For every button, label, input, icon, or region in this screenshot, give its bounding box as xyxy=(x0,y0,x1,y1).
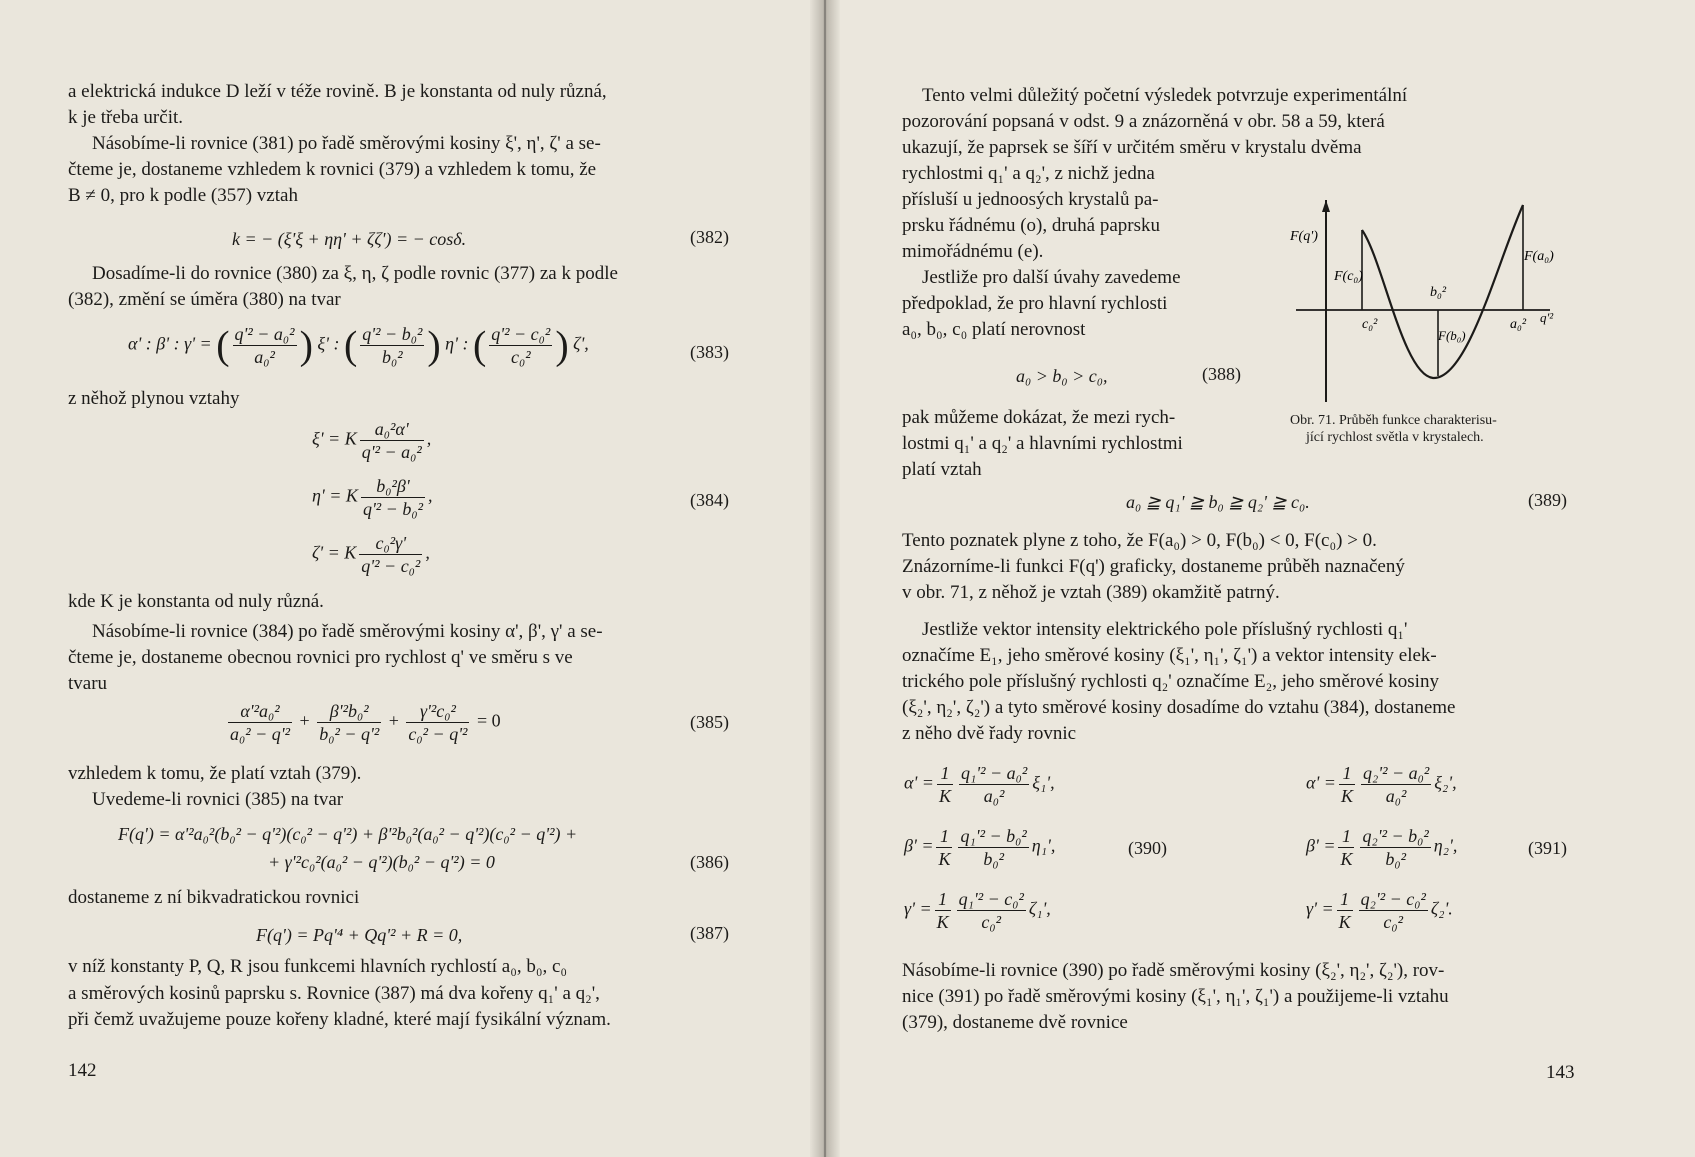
right-line-12: lostmi q₁' a q₂' a hlavními rychlostmi xyxy=(902,433,1183,454)
right-line-24: (379), dostaneme dvě rovnice xyxy=(902,1012,1128,1033)
right-line-23: nice (391) po řadě směrovými kosiny (ξ₁', η₁', ζ₁') a použijeme-li vztahu xyxy=(902,986,1449,1007)
equation-387: F(q') = Pq'⁴ + Qq'² + R = 0, xyxy=(256,925,463,945)
equation-382: k = − (ξ'ξ + ηη' + ζζ') = − cosδ. xyxy=(232,229,467,249)
page-number-right: 143 xyxy=(1546,1062,1575,1083)
eqnum-387: (387) xyxy=(690,923,729,943)
equation-384-xi: ξ' = K $\frac{\text{a₀²α'}}{\text{q'² − a₀²}}$ , xyxy=(312,419,432,462)
label-b0: b₀² xyxy=(1430,285,1447,300)
right-line-15: Znázorníme-li funkci F(q') graficky, dostaneme průběh naznačený xyxy=(902,556,1405,577)
label-fq: F(q') xyxy=(1290,229,1318,244)
left-line-1: a elektrická indukce D leží v téže rovině. B je konstanta od nuly různá, xyxy=(68,81,607,102)
left-line-18: při čemž uvažujeme pouze kořeny kladné, které mají fysikální význam. xyxy=(68,1009,611,1030)
eqnum-391: (391) xyxy=(1528,838,1567,858)
right-line-21: z něho dvě řady rovnic xyxy=(902,723,1077,744)
right-line-4: rychlostmi q₁' a q₂', z nichž jedna xyxy=(902,163,1155,184)
equation-390-beta: β' = $\frac{1}{K}$ $\frac{\text{q₁'² − b₀²}}{\text{b₀²}}$ η₁', xyxy=(904,826,1056,869)
label-c0: c₀² xyxy=(1362,317,1378,332)
right-line-18: označíme E₁, jeho směrové kosiny (ξ₁', η₁', ζ₁') a vektor intensity elek- xyxy=(902,645,1437,666)
equation-391-gamma: γ' = $\frac{1}{K}$ $\frac{\text{q₂'² − c₀²}}{\text{c₀²}}$ ζ₂'. xyxy=(1306,889,1453,932)
right-line-8: Jestliže pro další úvahy zavedeme xyxy=(922,267,1181,288)
left-line-13: vzhledem k tomu, že platí vztah (379). xyxy=(68,763,362,784)
equation-391-beta: β' = $\frac{1}{K}$ $\frac{\text{q₂'² − b₀²}}{\text{b₀²}}$ η₂', xyxy=(1306,826,1458,869)
left-line-4: čteme je, dostaneme vzhledem k rovnici (379) a vzhledem k tomu, že xyxy=(68,159,597,180)
eqnum-386: (386) xyxy=(690,852,729,872)
left-line-12: tvaru xyxy=(68,673,108,694)
right-line-7: mimořádnému (e). xyxy=(902,241,1044,262)
figure-caption-line2: jící rychlost světla v krystalech. xyxy=(1306,430,1484,445)
right-line-3: ukazují, že paprsek se šíří v určitém směru v krystalu dvěma xyxy=(902,137,1362,158)
label-q: q'² xyxy=(1540,310,1554,325)
label-fa: F(a₀) xyxy=(1524,249,1554,264)
right-line-9: předpoklad, že pro hlavní rychlosti xyxy=(902,293,1168,314)
left-line-7: (382), změní se úměra (380) na tvar xyxy=(68,289,341,310)
right-line-5: přísluší u jednoosých krystalů pa- xyxy=(902,189,1159,210)
left-line-9: kde K je konstanta od nuly různá. xyxy=(68,591,324,612)
y-axis-arrow xyxy=(1322,200,1330,212)
left-line-10: Násobíme-li rovnice (384) po řadě směrovými kosiny α', β', γ' a se- xyxy=(92,621,603,642)
label-a0: a₀² xyxy=(1510,317,1527,332)
left-line-14: Uvedeme-li rovnici (385) na tvar xyxy=(92,789,344,810)
right-line-17: Jestliže vektor intensity elektrického pole příslušný rychlosti q₁' xyxy=(922,619,1408,640)
equation-385: $\frac{\text{α'²a₀²}}{\text{a₀² − q'²}}$ + $\frac{\text{β'²b₀²}}{\text{b₀² − q'²}}$ + $\frac{\text{γ'²c₀²}}{\text{c₀² − q'²}}$ = 0 xyxy=(230,701,501,744)
equation-386-line2: + γ'²c₀²(a₀² − q'²)(b₀² − q'²) = 0 xyxy=(268,852,495,872)
right-line-13: platí vztah xyxy=(902,459,982,480)
equation-384-zeta: ζ' = K $\frac{\text{c₀²γ'}}{\text{q'² − c₀²}}$ , xyxy=(312,533,430,576)
equation-391-alpha: α' = $\frac{1}{K}$ $\frac{\text{q₂'² − a₀²}}{\text{a₀²}}$ ξ₂', xyxy=(1306,763,1457,806)
equation-386-line1: F(q') = α'²a₀²(b₀² − q'²)(c₀² − q'²) + β'²b₀²(a₀² − q'²)(c₀² − q'²) + xyxy=(118,824,578,844)
right-line-1: Tento velmi důležitý početní výsledek potvrzuje experimentální xyxy=(922,85,1408,106)
right-line-2: pozorování popsaná v odst. 9 a znázorněná v obr. 58 a 59, která xyxy=(902,111,1385,132)
left-line-16: v níž konstanty P, Q, R jsou funkcemi hlavních rychlostí a₀, b₀, c₀ xyxy=(68,956,568,977)
equation-383: α' : β' : γ' = ( $\frac{\text{q'² − a₀²}}{\text{a₀²}}$ ) ξ' : ( $\frac{\text{q'² − b₀²}}{\text{b₀²}}$ ) η' : ( $\frac{\text{q'² − c₀²}}{\text{c₀²}}$ ) ζ', xyxy=(128,322,589,368)
left-line-8: z něhož plynou vztahy xyxy=(68,388,240,409)
eqnum-383: (383) xyxy=(690,342,729,362)
left-line-6: Dosadíme-li do rovnice (380) za ξ, η, ζ podle rovnic (377) za k podle xyxy=(92,263,618,284)
right-line-19: trického pole příslušný rychlosti q₂' označíme E₂, jeho směrové kosiny xyxy=(902,671,1439,692)
right-line-11: pak můžeme dokázat, že mezi rych- xyxy=(902,407,1176,428)
right-line-6: prsku řádnému (o), druhá paprsku xyxy=(902,215,1161,236)
figure-71-graph xyxy=(1288,200,1568,410)
right-line-20: (ξ₂', η₂', ζ₂') a tyto směrové kosiny dosadíme do vztahu (384), dostaneme xyxy=(902,697,1456,718)
equation-389: a₀ ≧ q₁' ≧ b₀ ≧ q₂' ≧ c₀. xyxy=(1126,492,1310,512)
label-fc: F(c₀) xyxy=(1334,269,1363,284)
page-number-left: 142 xyxy=(68,1060,97,1081)
eqnum-385: (385) xyxy=(690,712,729,732)
eqnum-390: (390) xyxy=(1128,838,1167,858)
equation-390-alpha: α' = $\frac{1}{K}$ $\frac{\text{q₁'² − a₀²}}{\text{a₀²}}$ ξ₁', xyxy=(904,763,1055,806)
left-line-5: B ≠ 0, pro k podle (357) vztah xyxy=(68,185,298,206)
figure-caption-line1: Obr. 71. Průběh funkce charakterisu- xyxy=(1290,413,1497,428)
book-gutter xyxy=(810,0,840,1157)
right-line-16: v obr. 71, z něhož je vztah (389) okamžitě patrný. xyxy=(902,582,1280,603)
equation-390-gamma: γ' = $\frac{1}{K}$ $\frac{\text{q₁'² − c₀²}}{\text{c₀²}}$ ζ₁', xyxy=(904,889,1051,932)
right-line-10: a₀, b₀, c₀ platí nerovnost xyxy=(902,319,1086,340)
eqnum-388: (388) xyxy=(1202,364,1241,384)
equation-388: a₀ > b₀ > c₀, xyxy=(1016,366,1108,386)
right-line-14: Tento poznatek plyne z toho, že F(a₀) > 0, F(b₀) < 0, F(c₀) > 0. xyxy=(902,530,1377,551)
eqnum-389: (389) xyxy=(1528,490,1567,510)
left-line-17: a směrových kosinů paprsku s. Rovnice (387) má dva kořeny q₁' a q₂', xyxy=(68,983,600,1004)
eqnum-382: (382) xyxy=(690,227,729,247)
left-line-3: Násobíme-li rovnice (381) po řadě směrovými kosiny ξ', η', ζ' a se- xyxy=(92,133,601,154)
right-line-22: Násobíme-li rovnice (390) po řadě směrovými kosiny (ξ₂', η₂', ζ₂'), rov- xyxy=(902,960,1445,981)
left-line-11: čteme je, dostaneme obecnou rovnici pro rychlost q' ve směru s ve xyxy=(68,647,573,668)
equation-384-eta: η' = K $\frac{\text{b₀²β'}}{\text{q'² − b₀²}}$ , xyxy=(312,476,433,519)
left-line-15: dostaneme z ní bikvadratickou rovnici xyxy=(68,887,360,908)
left-line-2: k je třeba určit. xyxy=(68,107,184,128)
eqnum-384: (384) xyxy=(690,490,729,510)
label-fb: F(b₀) xyxy=(1438,328,1466,343)
